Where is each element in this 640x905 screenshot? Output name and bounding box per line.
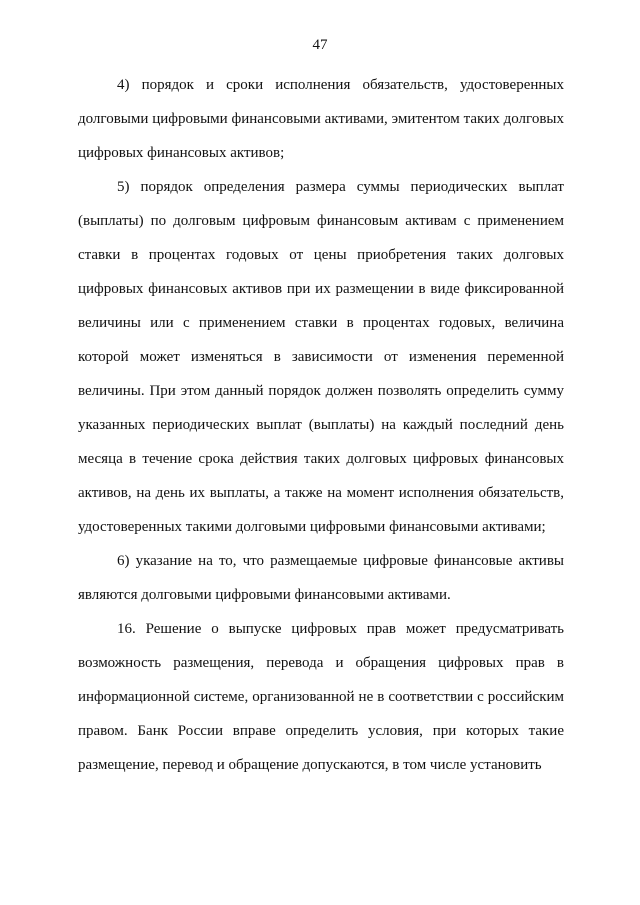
paragraph-item-6: 6) указание на то, что размещаемые цифровые финансовые активы являются долговыми цифровыми финансовыми активами. [78, 553, 564, 603]
paragraph-item-5: 5) порядок определения размера суммы периодических выплат (выплаты) по долговым цифровым финансовым активам с применением ставки в процентах годовых от цены приобретения таких долговых цифровых финансовых активов при их размещении в виде фиксированной величины или с применением ставки в процентах годовых, величина которой может изменяться в зависимости от изменения переменной величины. При этом данный порядок должен позволять определить сумму указанных периодических выплат (выплаты) на каждый последний день месяца в течение срока действия таких долговых цифровых финансовых активов, на день их выплаты, а также на момент исполнения обязательств, удостоверенных такими долговыми цифровыми финансовыми активами; [78, 179, 564, 535]
paragraph-item-4: 4) порядок и сроки исполнения обязательств, удостоверенных долговыми цифровыми финансовыми активами, эмитентом таких долговых цифровых финансовых активов; [78, 77, 564, 161]
document-body [78, 68, 564, 782]
paragraph-section-16: 16. Решение о выпуске цифровых прав может предусматривать возможность размещения, перевода и обращения цифровых прав в информационной системе, организованной не в соответствии с российским правом. Банк России вправе определить условия, при которых такие размещение, перевод и обращение допускаются, в том числе установить [78, 621, 564, 773]
page-number: 47 [312, 37, 328, 53]
